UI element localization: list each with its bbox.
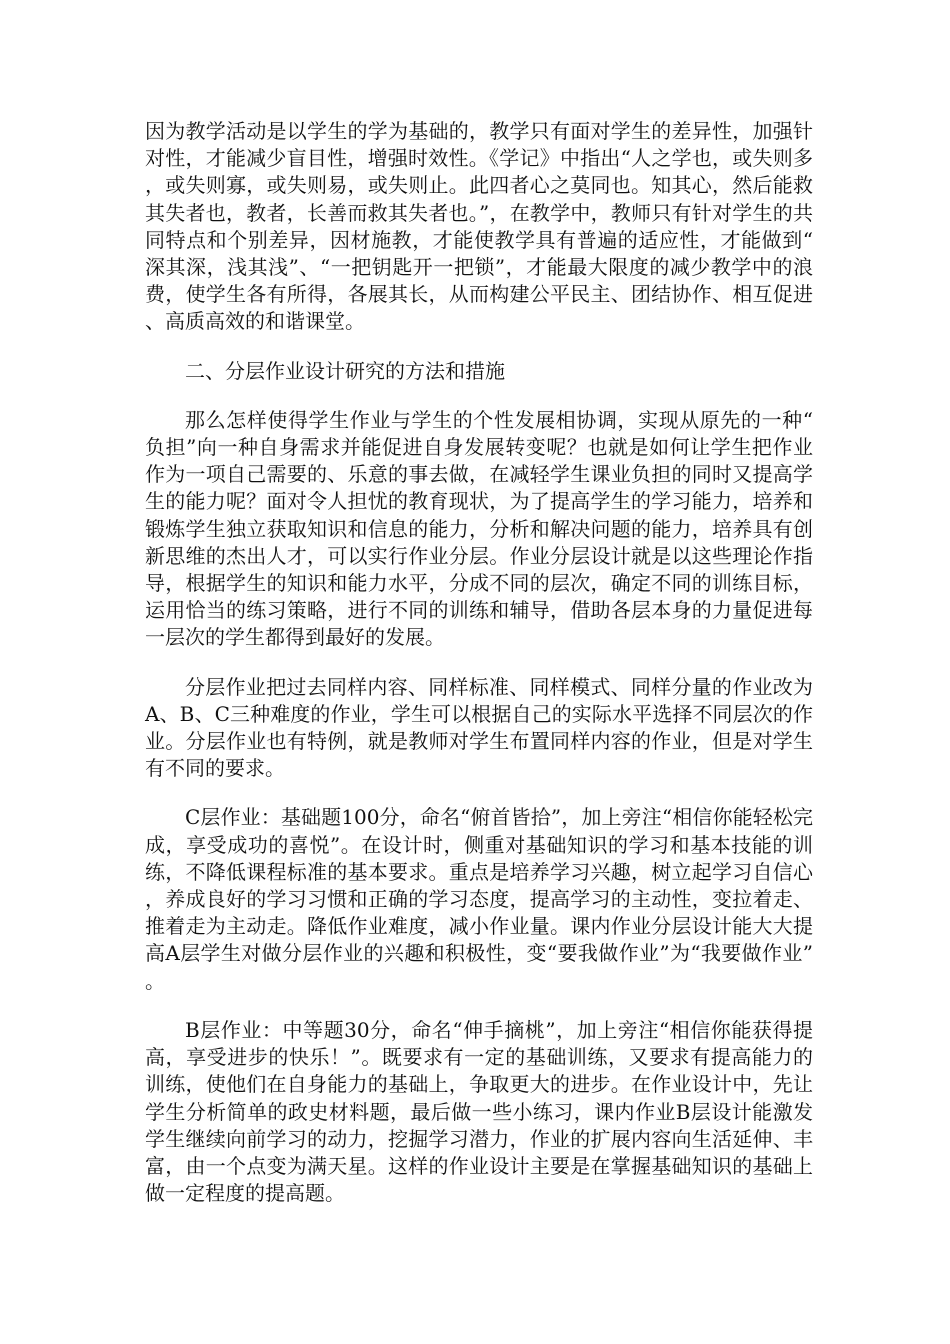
paragraph-b-level: B层作业：中等题30分，命名“伸手摘桃”，加上旁注“相信你能获得提高，享受进步的快乐！”。既要求有一定的基础训练，又要求有提高能力的训练，使他们在自身能力的基础上，争取更大的进步。在作业设计中，先让学生分析简单的政史材料题，最后做一些小练习，课内作业B层设计能激发学生继续向前学习的动力，挖掘学习潜力，作业的扩展内容向生活延伸、丰富，由一个点变为满天星。这样的作业设计主要是在掌握基础知识的基础上做一定程度的提高题。 bbox=[145, 1017, 813, 1206]
paragraph-layered-homework: 分层作业把过去同样内容、同样标准、同样模式、同样分量的作业改为A、B、C三种难度的作业，学生可以根据自己的实际水平选择不同层次的作业。分层作业也有特例，就是教师对学生布置同样内容的作业，但是对学生有不同的要求。 bbox=[145, 674, 813, 781]
paragraph-methods: 那么怎样使得学生作业与学生的个性发展相协调，实现从原先的一种“负担”向一种自身需求并能促进自身发展转变呢？也就是如何让学生把作业作为一项自己需要的、乐意的事去做，在减轻学生课业负担的同时又提高学生的能力呢？面对令人担忧的教育现状，为了提高学生的学习能力，培养和锻炼学生独立获取知识和信息的能力，分析和解决问题的能力，培养具有创新思维的杰出人才，可以实行作业分层。作业分层设计就是以这些理论作指导，根据学生的知识和能力水平，分成不同的层次，确定不同的训练目标，运用恰当的练习策略，进行不同的训练和辅导，借助各层本身的力量促进每一层次的学生都得到最好的发展。 bbox=[145, 407, 813, 650]
paragraph-intro-continuation: 因为教学活动是以学生的学为基础的，教学只有面对学生的差异性，加强针对性，才能减少盲目性，增强时效性。《学记》中指出“人之学也，或失则多，或失则寡，或失则易，或失则止。此四者心之莫同也。知其心，然后能救其失者也，教者，长善而救其失者也。”，在教学中，教师只有针对学生的共同特点和个别差异，因材施教，才能使教学具有普遍的适应性，才能做到“深其深，浅其浅”、“一把钥匙开一把锁”，才能最大限度的减少教学中的浪费，使学生各有所得，各展其长，从而构建公平民主、团结协作、相互促进、高质高效的和谐课堂。 bbox=[145, 119, 813, 334]
section-heading: 二、分层作业设计研究的方法和措施 bbox=[185, 358, 505, 383]
paragraph-c-level: C层作业：基础题100分，命名“俯首皆拾”，加上旁注“相信你能轻松完成，享受成功的喜悦”。在设计时，侧重对基础知识的学习和基本技能的训练，不降低课程标准的基本要求。重点是培养学习兴趣，树立起学习自信心，养成良好的学习习惯和正确的学习态度，提高学习的主动性，变拉着走、推着走为主动走。降低作业难度，减小作业量。课内作业分层设计能大大提高A层学生对做分层作业的兴趣和积极性，变“要我做作业”为“我要做作业”。 bbox=[145, 805, 813, 993]
document-body bbox=[145, 118, 813, 1207]
